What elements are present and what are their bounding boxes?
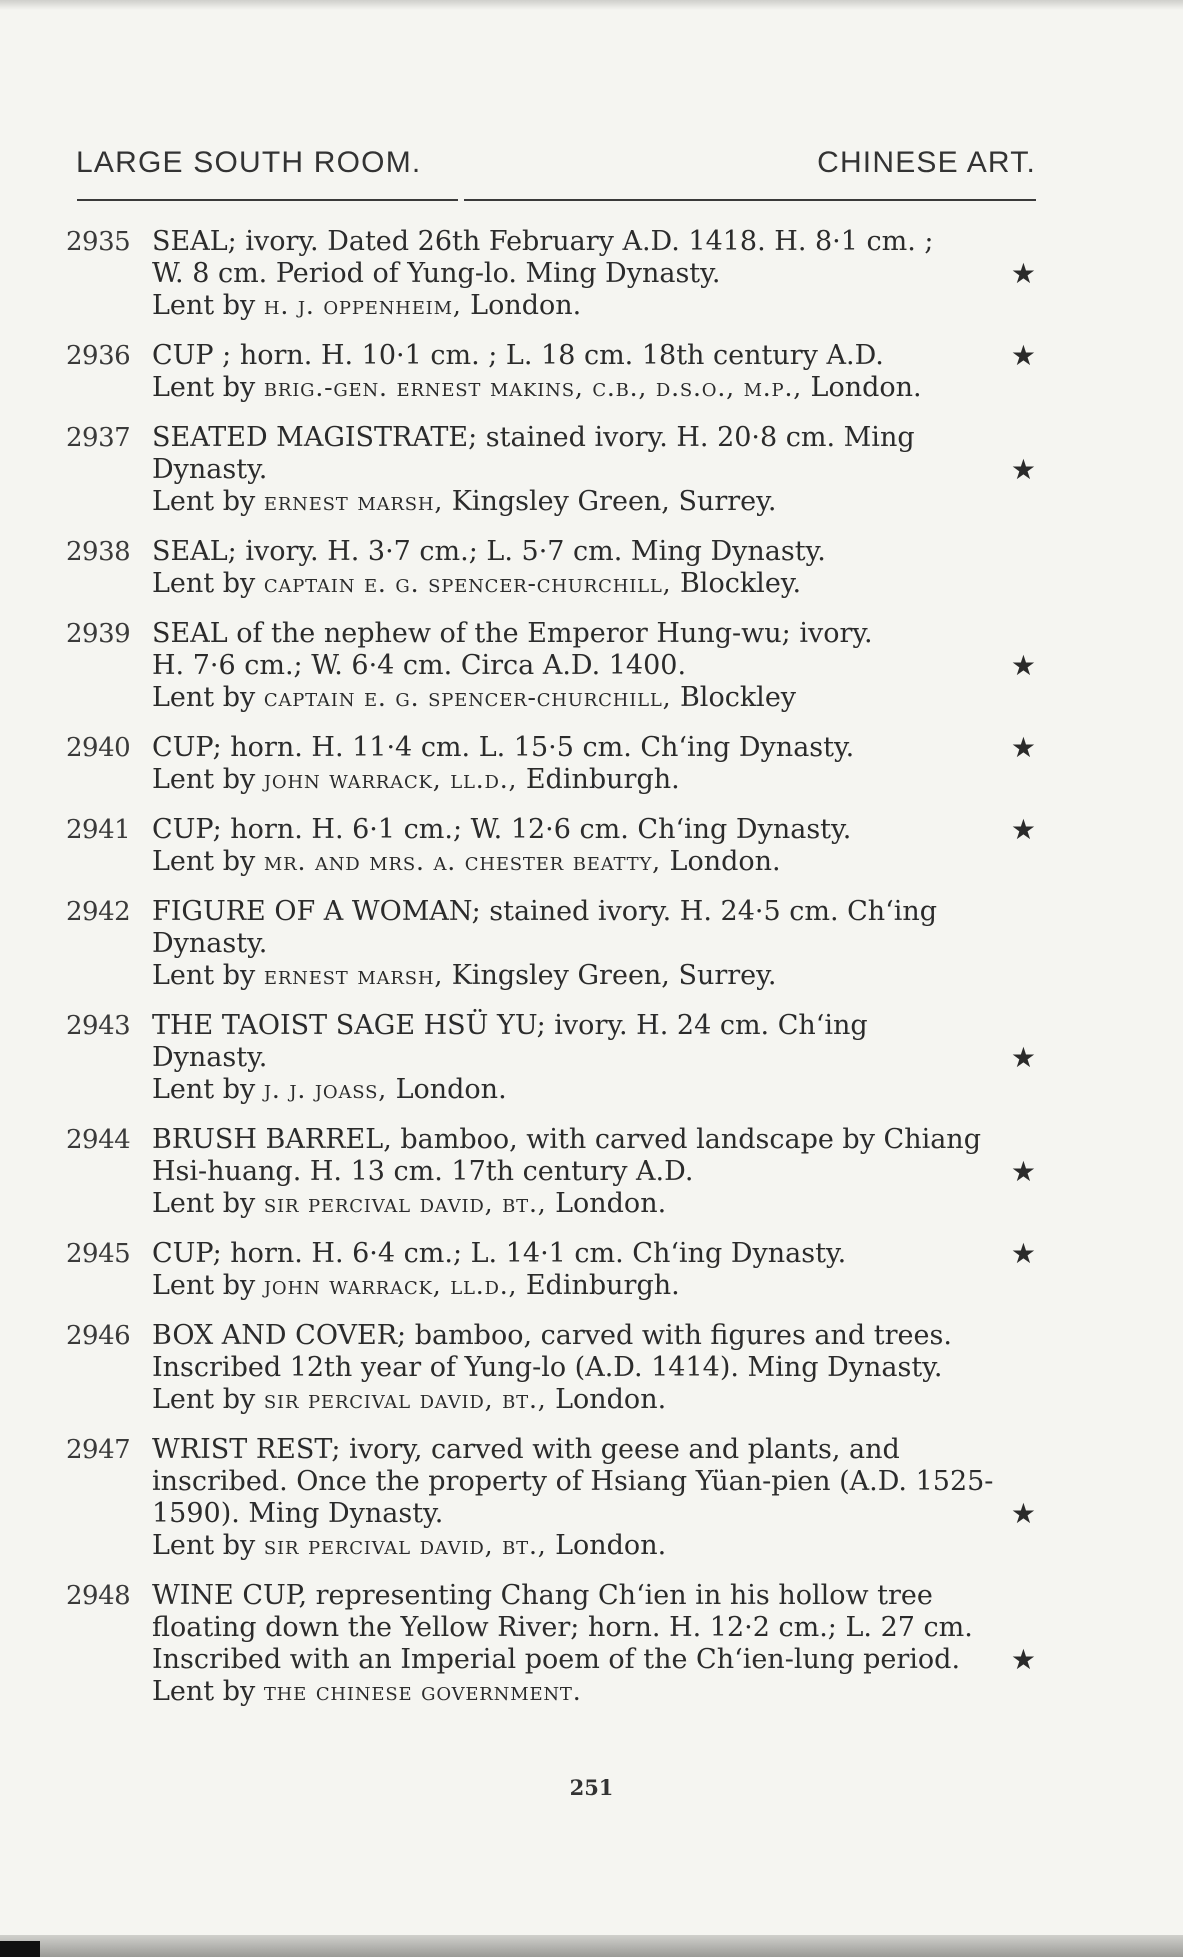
lender-prefix: Lent by (152, 682, 256, 713)
catalogue-entry (66, 226, 1036, 322)
entry-description-text: H. 7·6 cm.; W. 6·4 cm. Circa A.D. 1400. (152, 650, 687, 681)
entry-description-text: Hsi-huang. H. 13 cm. 17th century A.D. (152, 1156, 694, 1187)
entry-description-text: W. 8 cm. Period of Yung-lo. Ming Dynasty. (152, 258, 721, 289)
entry-number: 2948 (66, 1581, 131, 1611)
entry-description-line (152, 1238, 1036, 1270)
catalogue-entry (66, 814, 1036, 878)
entry-number: 2945 (66, 1239, 131, 1269)
lender-prefix: Lent by (152, 1188, 256, 1219)
lender-name: captain e. g. spencer-churchill, (263, 569, 672, 598)
catalogue-entry (66, 1124, 1036, 1220)
entry-description-text: Inscribed 12th year of Yung-lo (A.D. 1414). Ming Dynasty. (152, 1352, 943, 1383)
lender-location: London. (555, 1188, 667, 1219)
entry-description-line (152, 1124, 1036, 1156)
entry-description-line (152, 1010, 1036, 1042)
catalogue-entry (66, 618, 1036, 714)
star-icon: ★ (1010, 1237, 1036, 1270)
catalogue-entry (66, 732, 1036, 796)
entry-description-text: BRUSH BARREL, bamboo, with carved landscape by Chiang (152, 1124, 981, 1155)
star-icon: ★ (1010, 1497, 1036, 1530)
lender-prefix: Lent by (152, 568, 256, 599)
lender-line (152, 1530, 1036, 1562)
catalogue-entry (66, 1320, 1036, 1416)
entry-number: 2936 (66, 341, 131, 371)
lender-prefix: Lent by (152, 764, 256, 795)
lender-name: sir percival david, bt., (263, 1189, 547, 1218)
lender-location: Blockley (679, 682, 797, 713)
lender-prefix: Lent by (152, 372, 256, 403)
entry-description-line (152, 814, 1036, 846)
entry-description-text: inscribed. Once the property of Hsiang Yüan-pien (A.D. 1525- (152, 1466, 994, 1497)
catalogue-entry (66, 1580, 1036, 1708)
entry-description-line (152, 1156, 1036, 1188)
lender-line (152, 290, 1036, 322)
entry-number: 2942 (66, 897, 131, 927)
page-number: 251 (569, 1775, 614, 1800)
lender-line (152, 960, 1036, 992)
entry-description-text: WRIST REST; ivory, carved with geese and plants, and (152, 1434, 900, 1465)
lender-name: mr. and mrs. a. chester beatty, (263, 847, 661, 876)
entry-description-text: CUP ; horn. H. 10·1 cm. ; L. 18 cm. 18th century A.D. (152, 340, 884, 371)
entry-description-line (152, 1042, 1036, 1074)
lender-location: London. (395, 1074, 507, 1105)
lender-name: sir percival david, bt., (263, 1385, 547, 1414)
lender-line (152, 682, 1036, 714)
header-room: LARGE SOUTH ROOM. (76, 146, 422, 179)
lender-name: ernest marsh, (263, 961, 444, 990)
header-rule-left (77, 199, 458, 201)
catalogue-entry (66, 896, 1036, 992)
entry-description-line (152, 732, 1036, 764)
lender-name: brig.-gen. ernest makins, c.b., d.s.o., m.p., (263, 373, 802, 402)
lender-location: Edinburgh. (525, 764, 680, 795)
lender-name: ernest marsh, (263, 487, 444, 516)
entry-description-line (152, 1580, 1036, 1612)
lender-prefix: Lent by (152, 1074, 256, 1105)
lender-line (152, 1074, 1036, 1106)
entry-description-text: CUP; horn. H. 6·4 cm.; L. 14·1 cm. Ch‘ing Dynasty. (152, 1238, 847, 1269)
star-icon: ★ (1010, 1643, 1036, 1676)
lender-prefix: Lent by (152, 1530, 256, 1561)
lender-prefix: Lent by (152, 1270, 256, 1301)
entry-description-text: BOX AND COVER; bamboo, carved with figures and trees. (152, 1320, 952, 1351)
page-right-margin (1183, 0, 1200, 1957)
entry-description-text: FIGURE OF A WOMAN; stained ivory. H. 24·5 cm. Ch‘ing (152, 896, 938, 927)
lender-prefix: Lent by (152, 1384, 256, 1415)
lender-location: London. (810, 372, 922, 403)
entry-description-line (152, 1466, 1036, 1498)
lender-location: Kingsley Green, Surrey. (451, 486, 777, 517)
entry-description-line (152, 340, 1036, 372)
entry-description-line (152, 422, 1036, 454)
lender-prefix: Lent by (152, 1676, 256, 1707)
lender-name: john warrack, ll.d., (263, 1271, 518, 1300)
entry-description-line (152, 928, 1036, 960)
star-icon: ★ (1010, 257, 1036, 290)
entry-description-line (152, 896, 1036, 928)
entry-description-text: THE TAOIST SAGE HSÜ YU; ivory. H. 24 cm. Ch‘ing (152, 1010, 868, 1041)
entry-description-line (152, 1644, 1036, 1676)
catalogue-entry (66, 1010, 1036, 1106)
star-icon: ★ (1010, 1041, 1036, 1074)
star-icon: ★ (1010, 339, 1036, 372)
page-bottom-edge (0, 1935, 1183, 1957)
entry-description-line (152, 1352, 1036, 1384)
entry-description-text: SEAL; ivory. Dated 26th February A.D. 1418. H. 8·1 cm. ; (152, 226, 934, 257)
entry-description-text: CUP; horn. H. 6·1 cm.; W. 12·6 cm. Ch‘ing Dynasty. (152, 814, 852, 845)
entry-description-text: SEAL of the nephew of the Emperor Hung-wu; ivory. (152, 618, 873, 649)
entry-description-line (152, 536, 1036, 568)
entry-description-line (152, 650, 1036, 682)
entry-description-line (152, 1434, 1036, 1466)
entry-description-text: 1590). Ming Dynasty. (152, 1498, 444, 1529)
lender-line (152, 1270, 1036, 1302)
entry-description-line (152, 1612, 1036, 1644)
entry-description-text: SEAL; ivory. H. 3·7 cm.; L. 5·7 cm. Ming Dynasty. (152, 536, 826, 567)
lender-location: Kingsley Green, Surrey. (451, 960, 777, 991)
lender-line (152, 764, 1036, 796)
entry-description-text: floating down the Yellow River; horn. H. 12·2 cm.; L. 27 cm. (152, 1612, 973, 1643)
catalogue-entry (66, 536, 1036, 600)
entry-number: 2943 (66, 1011, 131, 1041)
lender-location: Edinburgh. (525, 1270, 680, 1301)
entry-description-line (152, 1498, 1036, 1530)
entry-description-line (152, 454, 1036, 486)
entry-description-text: WINE CUP, representing Chang Ch‘ien in his hollow tree (152, 1580, 933, 1611)
entry-description-line (152, 618, 1036, 650)
lender-name: sir percival david, bt., (263, 1531, 547, 1560)
entry-description-text: Inscribed with an Imperial poem of the Ch‘ien-lung period. (152, 1644, 961, 1675)
entry-description-text: SEATED MAGISTRATE; stained ivory. H. 20·8 cm. Ming (152, 422, 915, 453)
catalogue-entry (66, 1238, 1036, 1302)
star-icon: ★ (1010, 813, 1036, 846)
catalogue-entry (66, 1434, 1036, 1562)
lender-line (152, 1676, 1036, 1708)
entry-description-line (152, 226, 1036, 258)
catalogue-entry (66, 340, 1036, 404)
catalogue-entries (66, 226, 1036, 1726)
header-rule-right (464, 199, 1036, 201)
scan-corner-mark (0, 1941, 40, 1957)
lender-name: j. j. joass, (263, 1075, 387, 1104)
lender-prefix: Lent by (152, 486, 256, 517)
lender-line (152, 568, 1036, 600)
lender-prefix: Lent by (152, 846, 256, 877)
entry-number: 2940 (66, 733, 131, 763)
catalogue-entry (66, 422, 1036, 518)
lender-name: the chinese government. (263, 1677, 582, 1706)
lender-line (152, 1188, 1036, 1220)
entry-description-line (152, 258, 1036, 290)
entry-description-text: Dynasty. (152, 454, 268, 485)
entry-number: 2939 (66, 619, 131, 649)
entry-description-text: CUP; horn. H. 11·4 cm. L. 15·5 cm. Ch‘ing Dynasty. (152, 732, 855, 763)
lender-location: London. (669, 846, 781, 877)
lender-line (152, 1384, 1036, 1416)
star-icon: ★ (1010, 1155, 1036, 1188)
star-icon: ★ (1010, 649, 1036, 682)
star-icon: ★ (1010, 453, 1036, 486)
entry-number: 2935 (66, 227, 131, 257)
lender-line (152, 846, 1036, 878)
lender-prefix: Lent by (152, 960, 256, 991)
entry-description-text: Dynasty. (152, 1042, 268, 1073)
lender-line (152, 372, 1036, 404)
entry-description-text: Dynasty. (152, 928, 268, 959)
lender-name: captain e. g. spencer-churchill, (263, 683, 672, 712)
entry-number: 2938 (66, 537, 131, 567)
lender-name: h. j. oppenheim, (263, 291, 462, 320)
lender-line (152, 486, 1036, 518)
header-section: CHINESE ART. (817, 146, 1036, 179)
entry-number: 2946 (66, 1321, 131, 1351)
entry-number: 2937 (66, 423, 131, 453)
star-icon: ★ (1010, 731, 1036, 764)
entry-number: 2947 (66, 1435, 131, 1465)
lender-name: john warrack, ll.d., (263, 765, 518, 794)
lender-location: London. (555, 1384, 667, 1415)
lender-location: Blockley. (679, 568, 802, 599)
lender-location: London. (555, 1530, 667, 1561)
entry-description-line (152, 1320, 1036, 1352)
page-top-shadow (0, 0, 1183, 10)
lender-prefix: Lent by (152, 290, 256, 321)
entry-number: 2944 (66, 1125, 131, 1155)
entry-number: 2941 (66, 815, 131, 845)
lender-location: London. (470, 290, 582, 321)
